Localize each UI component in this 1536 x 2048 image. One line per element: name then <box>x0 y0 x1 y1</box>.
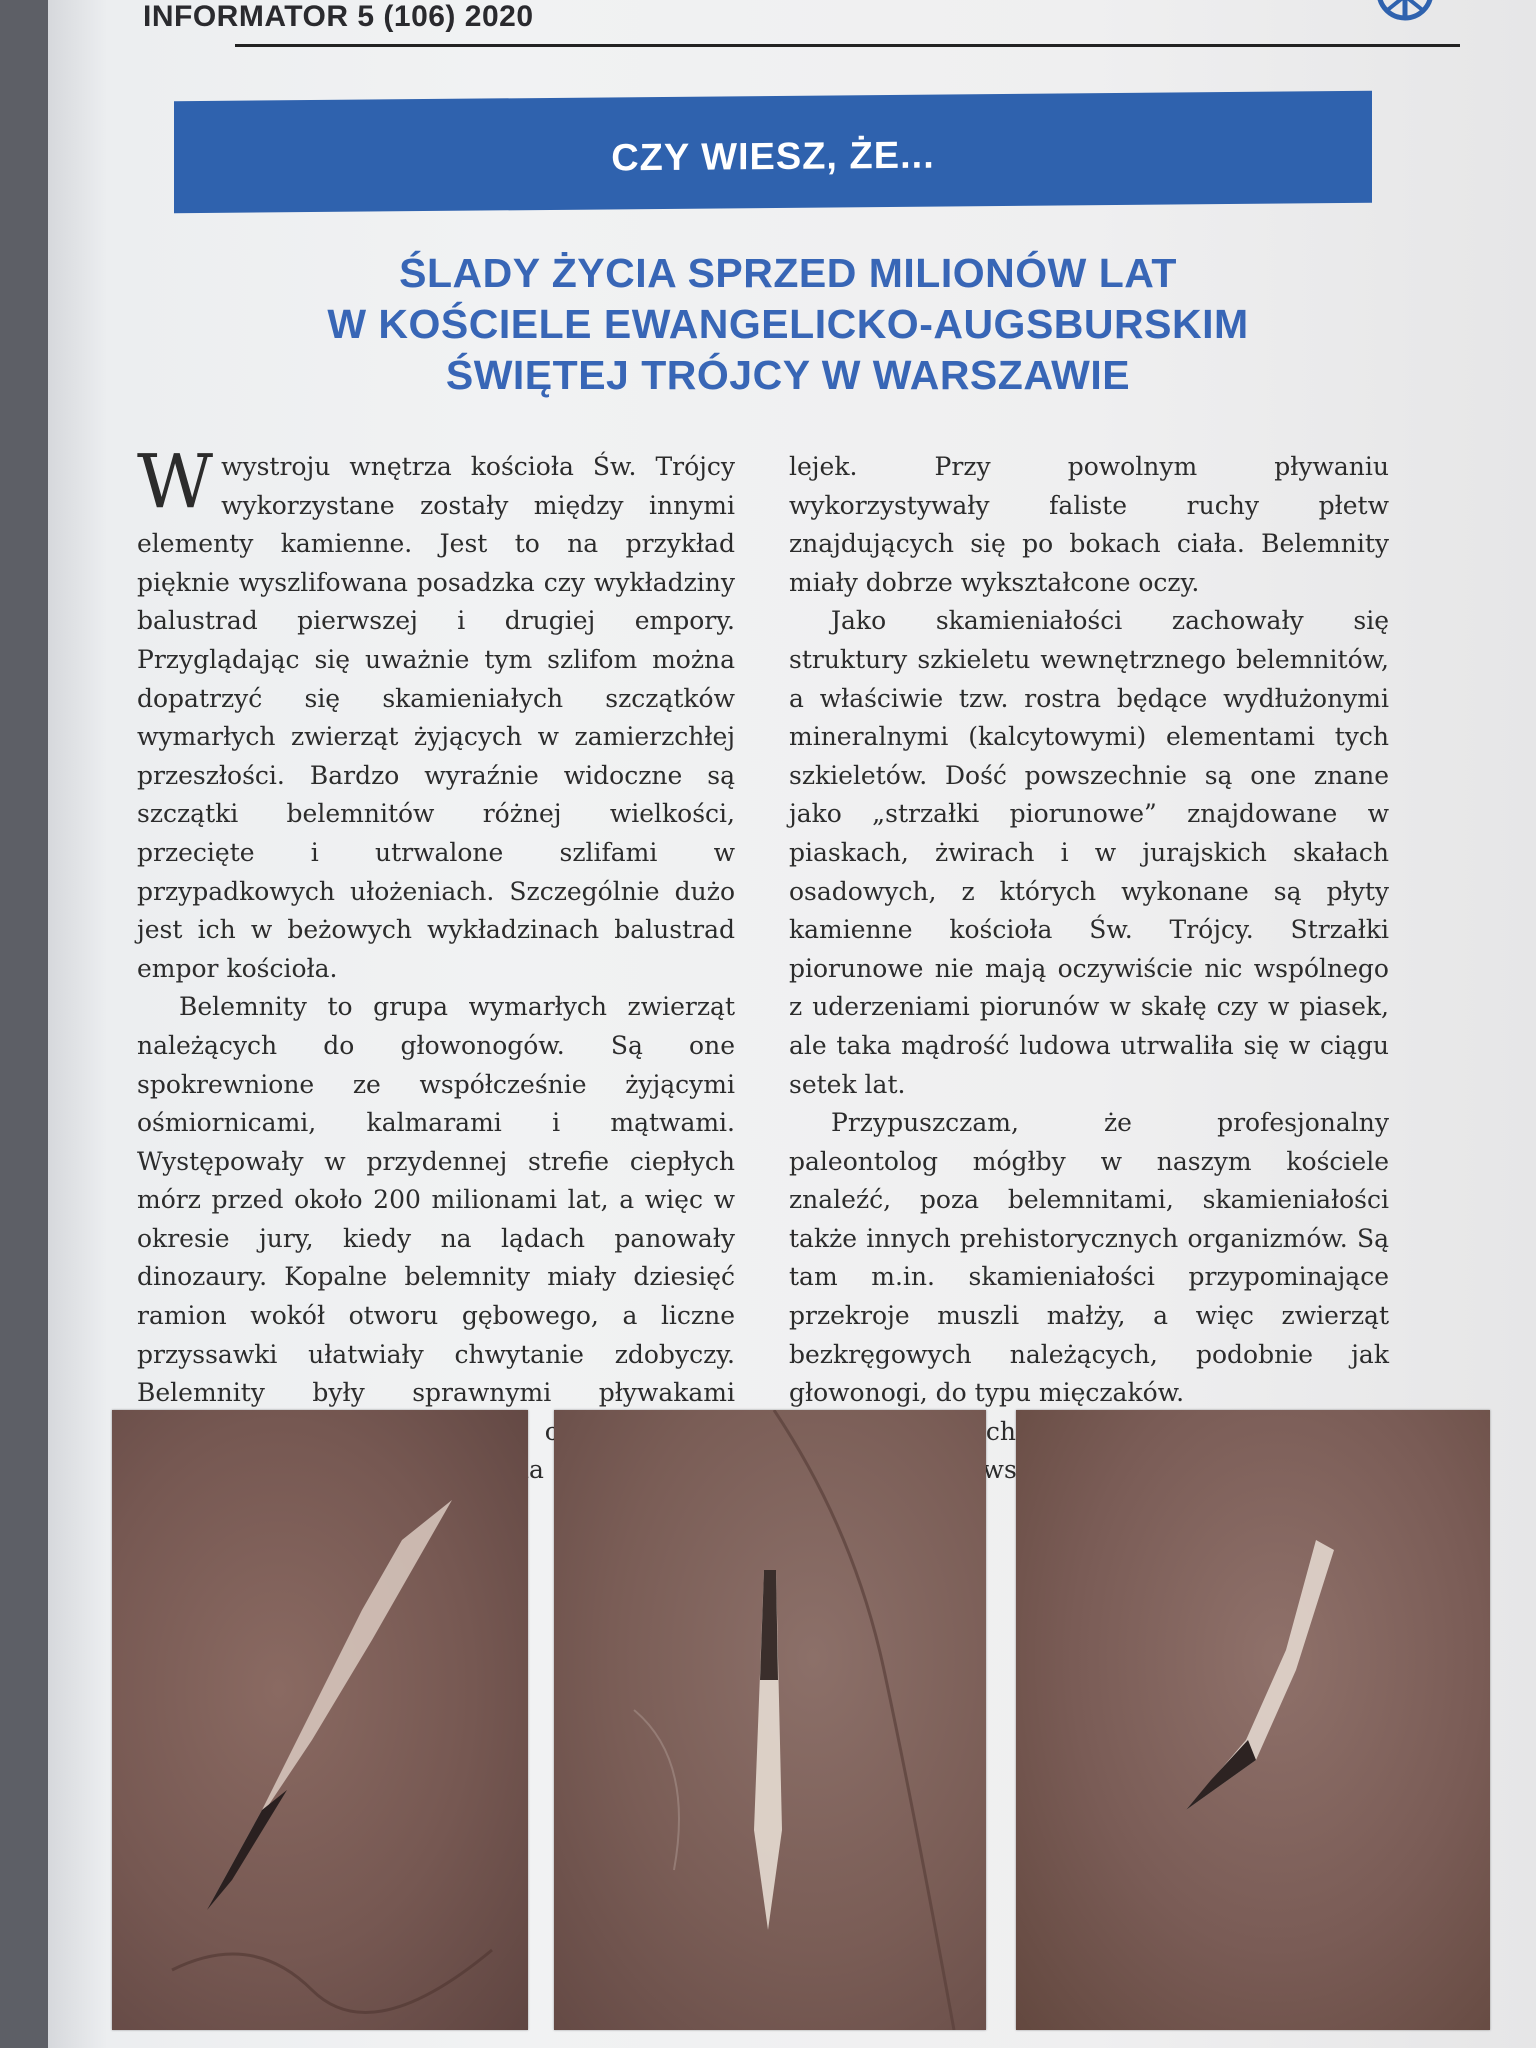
article-paragraph: Jako skamieniałości zachowały się struktury szkieletu wewnętrznego belemnitów, a właściwie tzw. rostra będące wydłużonymi mineralnymi (kalcytowymi) elementami tych szkieletów. Dość powszechnie są one znane jako „strzałki piorunowe” znajdowane w piaskach, żwirach i w jurajskich skałach osadowych, z których wykonane są płyty kamienne kościoła Św. Trójcy. Strzałki piorunowe nie mają oczywiście nic wspólnego z uderzeniami piorunów w skałę czy w piasek, ale taka mądrość ludowa utrwaliła się w ciągu setek lat. <box>789 606 1389 1099</box>
paragraph-text: wystroju wnętrza kościoła Św. Trójcy wykorzystane zostały między innymi elementy kamienne. Jest to na przykład pięknie wyszlifowana posadzka czy wykładziny balustrad pierwszej i drugiej empory. Przyglądając się uważnie tym szlifom można dopatrzyć się skamieniałych szczątków wymarłych zwierząt żyjących w zamierzchłej przeszłości. Bardzo wyraźnie widoczne są szczątki belemnitów różnej wielkości, przecięte i utrwalone szlifami w przypadkowych ułożeniach. Szczególnie dużo jest ich w beżowych wykładzinach balustrad empor kościoła. <box>137 452 735 983</box>
headline-line: ŚLADY ŻYCIA SPRZED MILIONÓW LAT <box>399 250 1177 296</box>
headline-line: ŚWIĘTEJ TRÓJCY W WARSZAWIE <box>445 352 1131 398</box>
magazine-page <box>48 0 1536 2048</box>
article-column-right <box>789 448 1389 1537</box>
belemnite-photo-3 <box>1016 1410 1490 2030</box>
article-paragraph: Przypuszczam, że profesjonalny paleontolog mógłby w naszym kościele znaleźć, poza belemnitami, skamieniałości także innych prehistorycznych organizmów. Są tam m.in. skamieniałości przypominające przekroje muszli małży, a więc zwierząt bezkręgowych należących, podobnie jak głowonogi, do typu mięczaków. <box>789 1108 1389 1408</box>
article-paragraph: lejek. Przy powolnym pływaniu wykorzystywały faliste ruchy płetw znajdujących się po bokach ciała. Belemnity miały dobrze wykształcone oczy. <box>789 452 1389 597</box>
article-paragraph <box>137 439 735 988</box>
church-emblem-icon <box>1369 0 1441 38</box>
belemnite-photo-1 <box>112 1410 528 2030</box>
banner-text: CZY WIESZ, ŻE... <box>611 134 935 180</box>
article-column-left <box>137 439 735 1529</box>
section-banner <box>174 91 1372 213</box>
article-paragraph: pierwszej <box>931 1455 1053 1485</box>
photo-strip <box>48 1410 1536 2048</box>
header-rule <box>235 44 1460 47</box>
article-headline <box>188 248 1388 401</box>
header-title: INFORMATOR 5 (106) 2020 <box>143 0 534 33</box>
article-paragraph: Belemnity to grupa wymarłych zwierząt należących do głowonogów. Są one spokrewnione ze współcześnie żyjącymi ośmiornicami, kalmarami i mątwami. Występowały w przydennej strefie ciepłych mórz przed około 200 milionami lat, a więc w okresie jury, kiedy na lądach panowały dinozaury. Kopalne belemnity miały dziesięć ramion wokół otworu gębowego, a liczne przyssawki ułatwiały chwytanie zdobyczy. Belemnity były sprawnymi pływakami <box>137 992 735 1408</box>
drop-cap: W <box>137 439 214 525</box>
belemnite-photo-2 <box>554 1410 986 2030</box>
page-header <box>143 0 1413 54</box>
headline-line: W KOŚCIELE EWANGELICKO-AUGSBURSKIM <box>327 301 1249 347</box>
